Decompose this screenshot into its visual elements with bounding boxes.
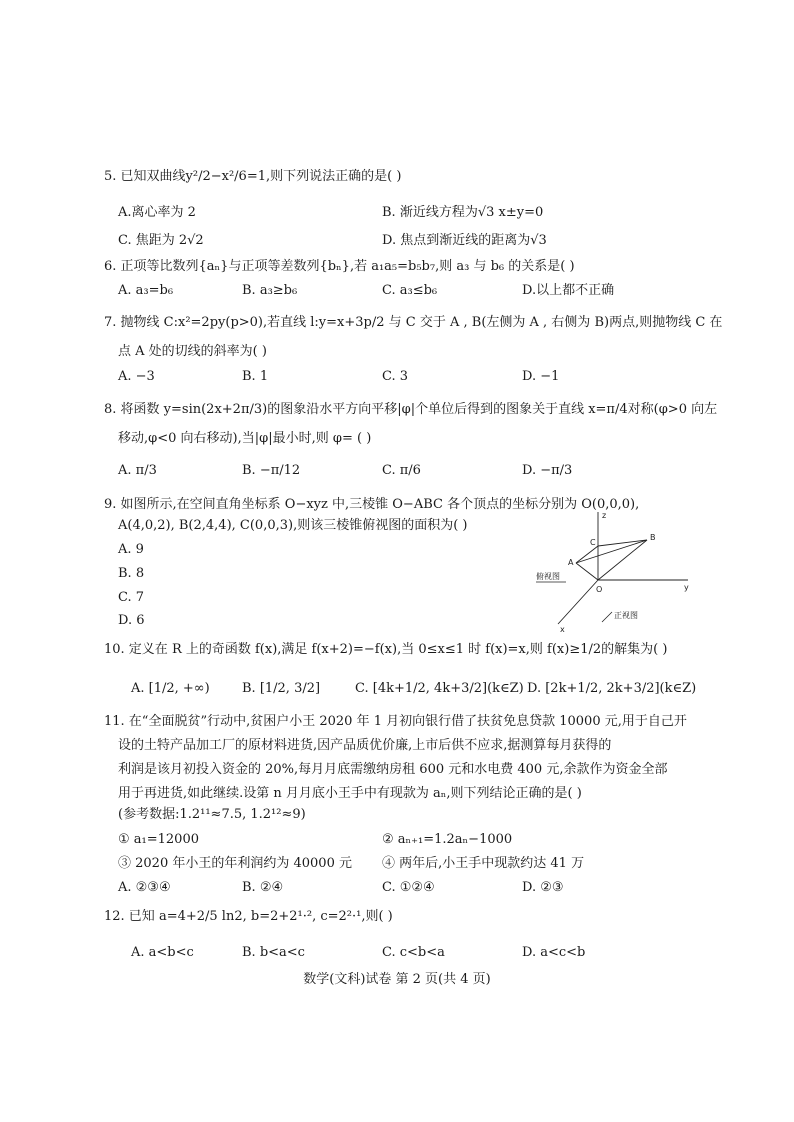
q7-stem-line2: 点 A 处的切线的斜率为( ): [118, 344, 267, 359]
q8-stem-line2: 移动,φ<0 向右移动),当|φ|最小时,则 φ= ( ): [118, 431, 372, 446]
x-axis: [558, 580, 598, 624]
q11-line4: 用于再进货,如此继续.设第 n 月月底小王手中有现款为 aₙ,则下列结论正确的是( ): [118, 786, 582, 801]
q11-option-c: C. ①②④: [382, 880, 435, 895]
q8-option-b: B. −π/12: [242, 463, 301, 478]
q10-option-c: C. [4k+1/2, 4k+3/2](k∈Z): [355, 681, 524, 696]
front-view-arrow: [602, 612, 612, 622]
q9-option-d: D. 6: [118, 613, 145, 628]
q9-option-b: B. 8: [118, 566, 145, 581]
pyramid-coordinate-figure: [530, 500, 700, 635]
label-a: A: [568, 558, 574, 567]
q8-option-d: D. −π/3: [522, 463, 573, 478]
q7-option-c: C. 3: [382, 369, 409, 384]
edge-ab: [576, 540, 647, 563]
q6-option-a: A. a₃=b₆: [118, 283, 174, 298]
q9-stem-line2: A(4,0,2), B(2,4,4), C(0,0,3),则该三棱锥俯视图的面积为( ): [118, 518, 468, 533]
label-z: z: [602, 511, 607, 520]
label-o: O: [596, 585, 603, 594]
q10-option-b: B. [1/2, 3/2]: [242, 681, 321, 696]
q5-option-a: A.离心率为 2: [118, 205, 196, 220]
q12-option-d: D. a<c<b: [522, 945, 586, 960]
q9-stem-line1: 9. 如图所示,在空间直角坐标系 O−xyz 中,三棱锥 O−ABC 各个顶点的坐标分别为 O(0,0,0),: [104, 497, 640, 512]
q12-option-a: A. a<b<c: [131, 945, 194, 960]
q7-option-a: A. −3: [118, 369, 155, 384]
edge-ob: [598, 540, 647, 580]
q8-stem-line1: 8. 将函数 y=sin(2x+2π/3)的图象沿水平方向平移|φ|个单位后得到的图象关于直线 x=π/4对称(φ>0 向左: [104, 402, 718, 417]
label-x: x: [560, 625, 565, 634]
q9-option-a: A. 9: [118, 542, 144, 557]
q12-stem: 12. 已知 a=4+2/5 ln2, b=2+2¹·², c=2²·¹,则( ): [104, 909, 393, 924]
q8-option-a: A. π/3: [118, 463, 157, 478]
edge-ac: [576, 546, 598, 563]
q11-line1: 11. 在“全面脱贫”行动中,贫困户小王 2020 年 1 月初向银行借了扶贫免息贷款 10000 元,用于自己开: [104, 714, 687, 729]
q11-option-b: B. ②④: [242, 880, 284, 895]
q11-line5: (参考数据:1.2¹¹≈7.5, 1.2¹²≈9): [118, 807, 306, 822]
q11-option-a: A. ②③④: [118, 880, 171, 895]
q11-item-3: ③ 2020 年小王的年利润约为 40000 元: [118, 856, 352, 871]
q11-option-d: D. ②③: [522, 880, 564, 895]
q11-item-2: ② aₙ₊₁=1.2aₙ−1000: [382, 832, 513, 847]
label-y: y: [684, 583, 689, 592]
page-footer: 数学(文科)试卷 第 2 页(共 4 页): [303, 972, 491, 987]
label-b: B: [650, 533, 656, 542]
q11-item-4: ④ 两年后,小王手中现款约达 41 万: [382, 856, 585, 871]
q5-option-b: B. 渐近线方程为√3 x±y=0: [382, 205, 544, 220]
q5-option-c: C. 焦距为 2√2: [118, 233, 204, 248]
label-c: C: [590, 538, 596, 547]
q6-stem: 6. 正项等比数列{aₙ}与正项等差数列{bₙ},若 a₁a₅=b₅b₇,则 a₃ 与 b₆ 的关系是( ): [104, 259, 575, 274]
q6-option-d: D.以上都不正确: [522, 283, 615, 298]
q5-option-d: D. 焦点到渐近线的距离为√3: [382, 233, 547, 248]
q9-option-c: C. 7: [118, 590, 145, 605]
q7-option-b: B. 1: [242, 369, 269, 384]
q11-line2: 设的土特产品加工厂的原材料进货,因产品质优价廉,上市后供不应求,据测算每月获得的: [118, 738, 612, 753]
q6-option-b: B. a₃≥b₆: [242, 283, 298, 298]
q8-option-c: C. π/6: [382, 463, 421, 478]
q12-option-c: C. c<b<a: [382, 945, 445, 960]
label-top-view: 俯视图: [536, 572, 560, 581]
q10-option-d: D. [2k+1/2, 2k+3/2](k∈Z): [527, 681, 697, 696]
q10-stem: 10. 定义在 R 上的奇函数 f(x),满足 f(x+2)=−f(x),当 0≤x≤1 时 f(x)=x,则 f(x)≥1/2的解集为( ): [104, 642, 668, 657]
q10-option-a: A. [1/2, +∞): [131, 681, 210, 696]
label-front-view: 正视图: [614, 611, 638, 620]
q7-option-d: D. −1: [522, 369, 560, 384]
q5-stem: 5. 已知双曲线y²/2−x²/6=1,则下列说法正确的是( ): [104, 169, 402, 184]
edge-cb: [598, 540, 647, 546]
q11-line3: 利润是该月初投入资金的 20%,每月月底需缴纳房租 600 元和水电费 400 元,余款作为资金全部: [118, 762, 668, 777]
q12-option-b: B. b<a<c: [242, 945, 305, 960]
q11-item-1: ① a₁=12000: [118, 832, 199, 847]
q6-option-c: C. a₃≤b₆: [382, 283, 438, 298]
edge-oa: [576, 563, 598, 580]
q7-stem-line1: 7. 抛物线 C:x²=2py(p>0),若直线 l:y=x+3p/2 与 C 交于 A , B(左侧为 A , 右侧为 B)两点,则抛物线 C 在: [104, 315, 723, 330]
